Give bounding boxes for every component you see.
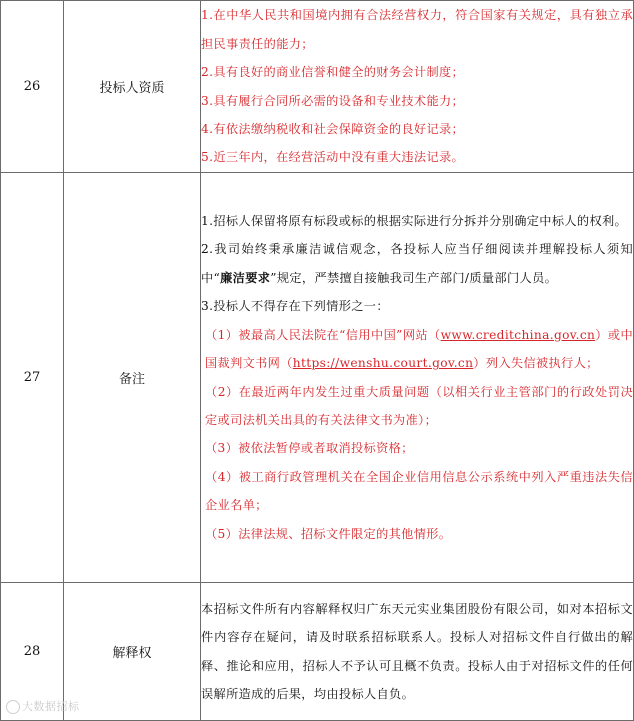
remark-paragraph-2 <box>201 235 633 292</box>
exclusion-item-1 <box>201 321 633 378</box>
table-row <box>1 173 634 583</box>
exclusion-item-4: （4）被工商行政管理机关在全国企业信用信息公示系统中列入严重违法失信企业名单； <box>205 469 633 513</box>
remark-paragraph-1: 1.招标人保留将原有标段或标的根据实际进行分拆并分别确定中标人的权利。 <box>201 214 628 229</box>
exclusion-item-3: （3）被依法暂停或者取消投标资格； <box>205 441 414 456</box>
integrity-requirement-emphasis: 廉洁要求 <box>220 270 271 285</box>
qualification-line: 1.在中华人民共和国境内拥有合法经营权力，符合国家有关规定，具有独立承担民事责任的能力； <box>201 8 633 51</box>
row-number: 28 <box>1 583 64 721</box>
exclusion-item-2: （2）在最近两年内发生过重大质量问题（以相关行业主管部门的行政处罚决定或司法机关出具的有关法律文书为准）； <box>205 384 633 427</box>
wenshu-link[interactable]: https://wenshu.court.gov.cn <box>292 356 474 371</box>
watermark-text: 大数据招标 <box>22 700 80 713</box>
watermark-logo-icon <box>6 700 20 714</box>
table-row <box>1 1 634 173</box>
row-content <box>201 173 634 583</box>
qualification-line: 5.近三年内，在经营活动中没有重大违法记录。 <box>201 150 465 165</box>
row-number: 27 <box>1 173 64 583</box>
qualification-line: 2.具有良好的商业信誉和健全的财务会计制度； <box>201 65 465 80</box>
row-content <box>201 583 634 721</box>
table-row <box>1 583 634 721</box>
interpretation-text: 本招标文件所有内容解释权归广东天元实业集团股份有限公司，如对本招标文件内容存在疑问，请及时联系招标联系人。投标人对招标文件自行做出的解释、推论和应用，招标人不予认可且概不负责。投标人由于对招标文件的任何误解所造成的后果，均由投标人自负。 <box>201 601 633 701</box>
row-item-title: 投标人资质 <box>64 1 201 173</box>
row-item-title: 备注 <box>64 173 201 583</box>
creditchina-link[interactable]: www.creditchina.gov.cn <box>440 327 596 342</box>
row-number: 26 <box>1 1 64 173</box>
remark-text: ”规定，严禁擅自接触我司生产部门/质量部门人员。 <box>270 270 558 285</box>
exclusion-text: （1）被最高人民法院在“信用中国”网站（ <box>205 327 441 342</box>
qualification-line: 3.具有履行合同所必需的设备和专业技术能力； <box>201 93 465 108</box>
qualification-line: 4.有依法缴纳税收和社会保障资金的良好记录； <box>201 121 465 136</box>
remark-paragraph-3: 3.投标人不得存在下列情形之一： <box>201 299 389 314</box>
remark-text: 2.我司始终秉承廉洁诚信观念，各投标人应当仔细阅读并理解投标人须知中“ <box>201 242 633 285</box>
watermark <box>6 698 80 714</box>
row-item-title: 解释权 <box>64 583 201 721</box>
exclusion-text: ）或中国裁判文书网（ <box>205 327 633 371</box>
exclusion-item-5: （5）法律法规、招标文件限定的其他情形。 <box>205 526 452 541</box>
exclusion-text: ）列入失信被执行人； <box>473 356 599 371</box>
row-content <box>201 1 634 173</box>
